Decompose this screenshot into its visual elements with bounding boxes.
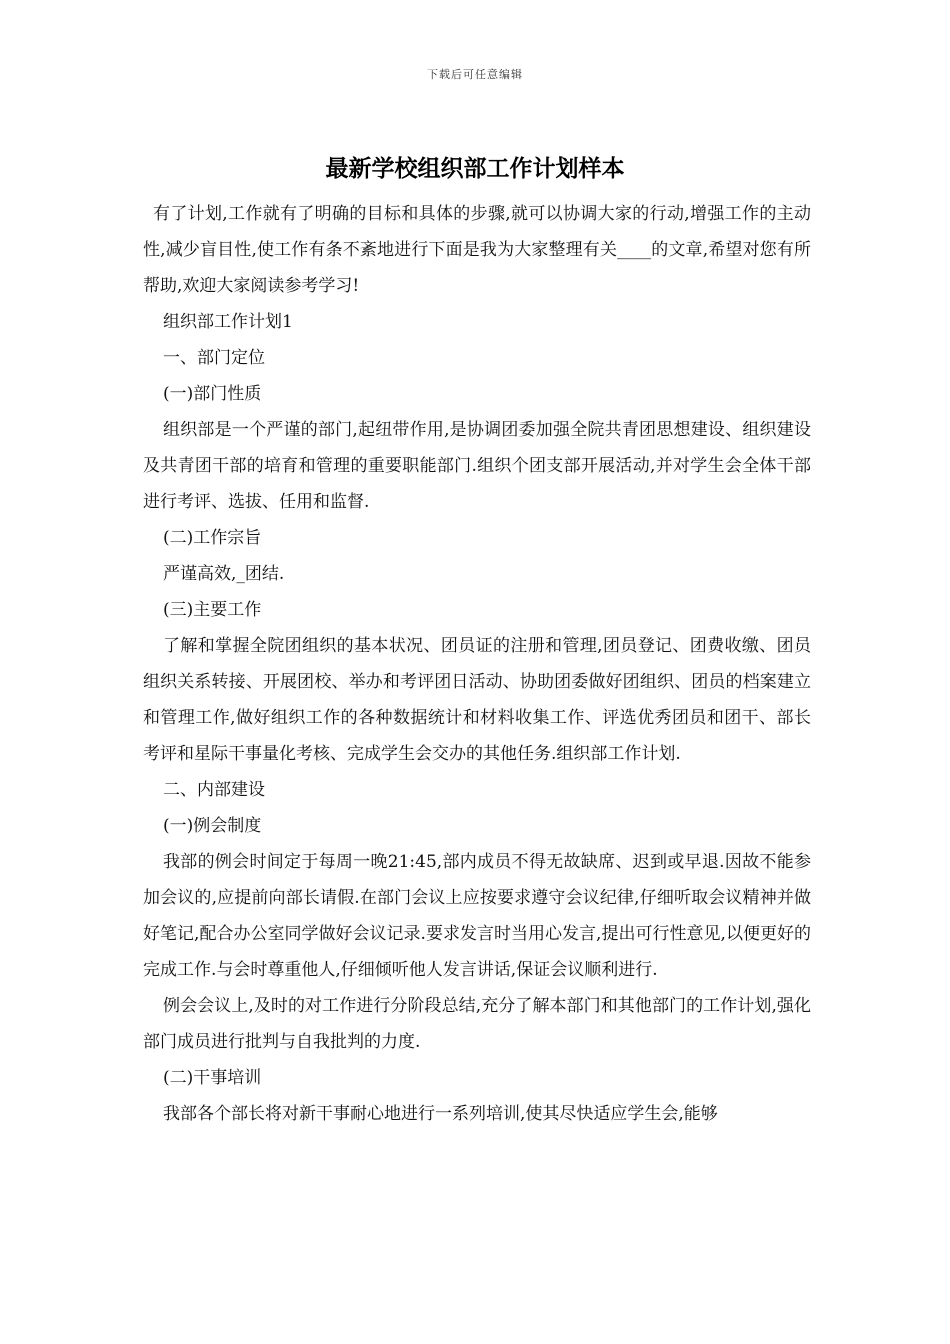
paragraph-work-purpose: 严谨高效,_团结. [163,564,285,584]
paragraph-main-work: 了解和掌握全院团组织的基本状况、团员证的注册和管理,团员登记、团费收缴、团员组织关系转接、开展团校、举办和考评团日活动、协助团委做好团组织、团员的档案建立和管理工作,做好组织工作的各种数据统计和材料收集工作、评选优秀团员和团干、部长考评和星际干事量化考核、完成学生会交办的其他任务.组织部工作计划. [143,636,811,764]
paragraph-staff-training: 我部各个部长将对新干事耐心地进行一系列培训,使其尽快适应学生会,能够 [163,1104,718,1124]
subheading-meeting-system: (一)例会制度 [163,816,262,836]
subheading-staff-training: (二)干事培训 [163,1068,262,1088]
document-body [143,196,811,1132]
intro-paragraph: 有了计划,工作就有了明确的目标和具体的步骤,就可以协调大家的行动,增强工作的主动性,减少盲目性,使工作有条不紊地进行下面是我为大家整理有关____的文章,希望对您有所帮助,欢迎大家阅读参考学习! [143,204,811,296]
paragraph-meeting-summary: 例会会议上,及时的对工作进行分阶段总结,充分了解本部门和其他部门的工作计划,强化部门成员进行批判与自我批判的力度. [143,996,811,1052]
header-note: 下载后可任意编辑 [427,68,523,81]
paragraph-meeting-system: 我部的例会时间定于每周一晚21:45,部内成员不得无故缺席、迟到或早退.因故不能参加会议的,应提前向部长请假.在部门会议上应按要求遵守会议纪律,仔细听取会议精神并做好笔记,配合办公室同学做好会议记录.要求发言时当用心发言,提出可行性意见,以便更好的完成工作.与会时尊重他人,仔细倾听他人发言讲话,保证会议顺利进行. [143,852,811,980]
document-title: 最新学校组织部工作计划样本 [325,155,625,182]
subheading-work-purpose: (二)工作宗旨 [163,528,262,548]
section-heading-plan-1: 组织部工作计划1 [163,312,293,332]
section-heading-internal-construction: 二、内部建设 [163,780,265,800]
section-heading-department-positioning: 一、部门定位 [163,348,265,368]
subheading-main-work: (三)主要工作 [163,600,262,620]
subheading-department-nature: (一)部门性质 [163,384,262,404]
paragraph-department-nature: 组织部是一个严谨的部门,起纽带作用,是协调团委加强全院共青团思想建设、组织建设及共青团干部的培育和管理的重要职能部门.组织个团支部开展活动,并对学生会全体干部进行考评、选拔、任用和监督. [143,420,811,512]
